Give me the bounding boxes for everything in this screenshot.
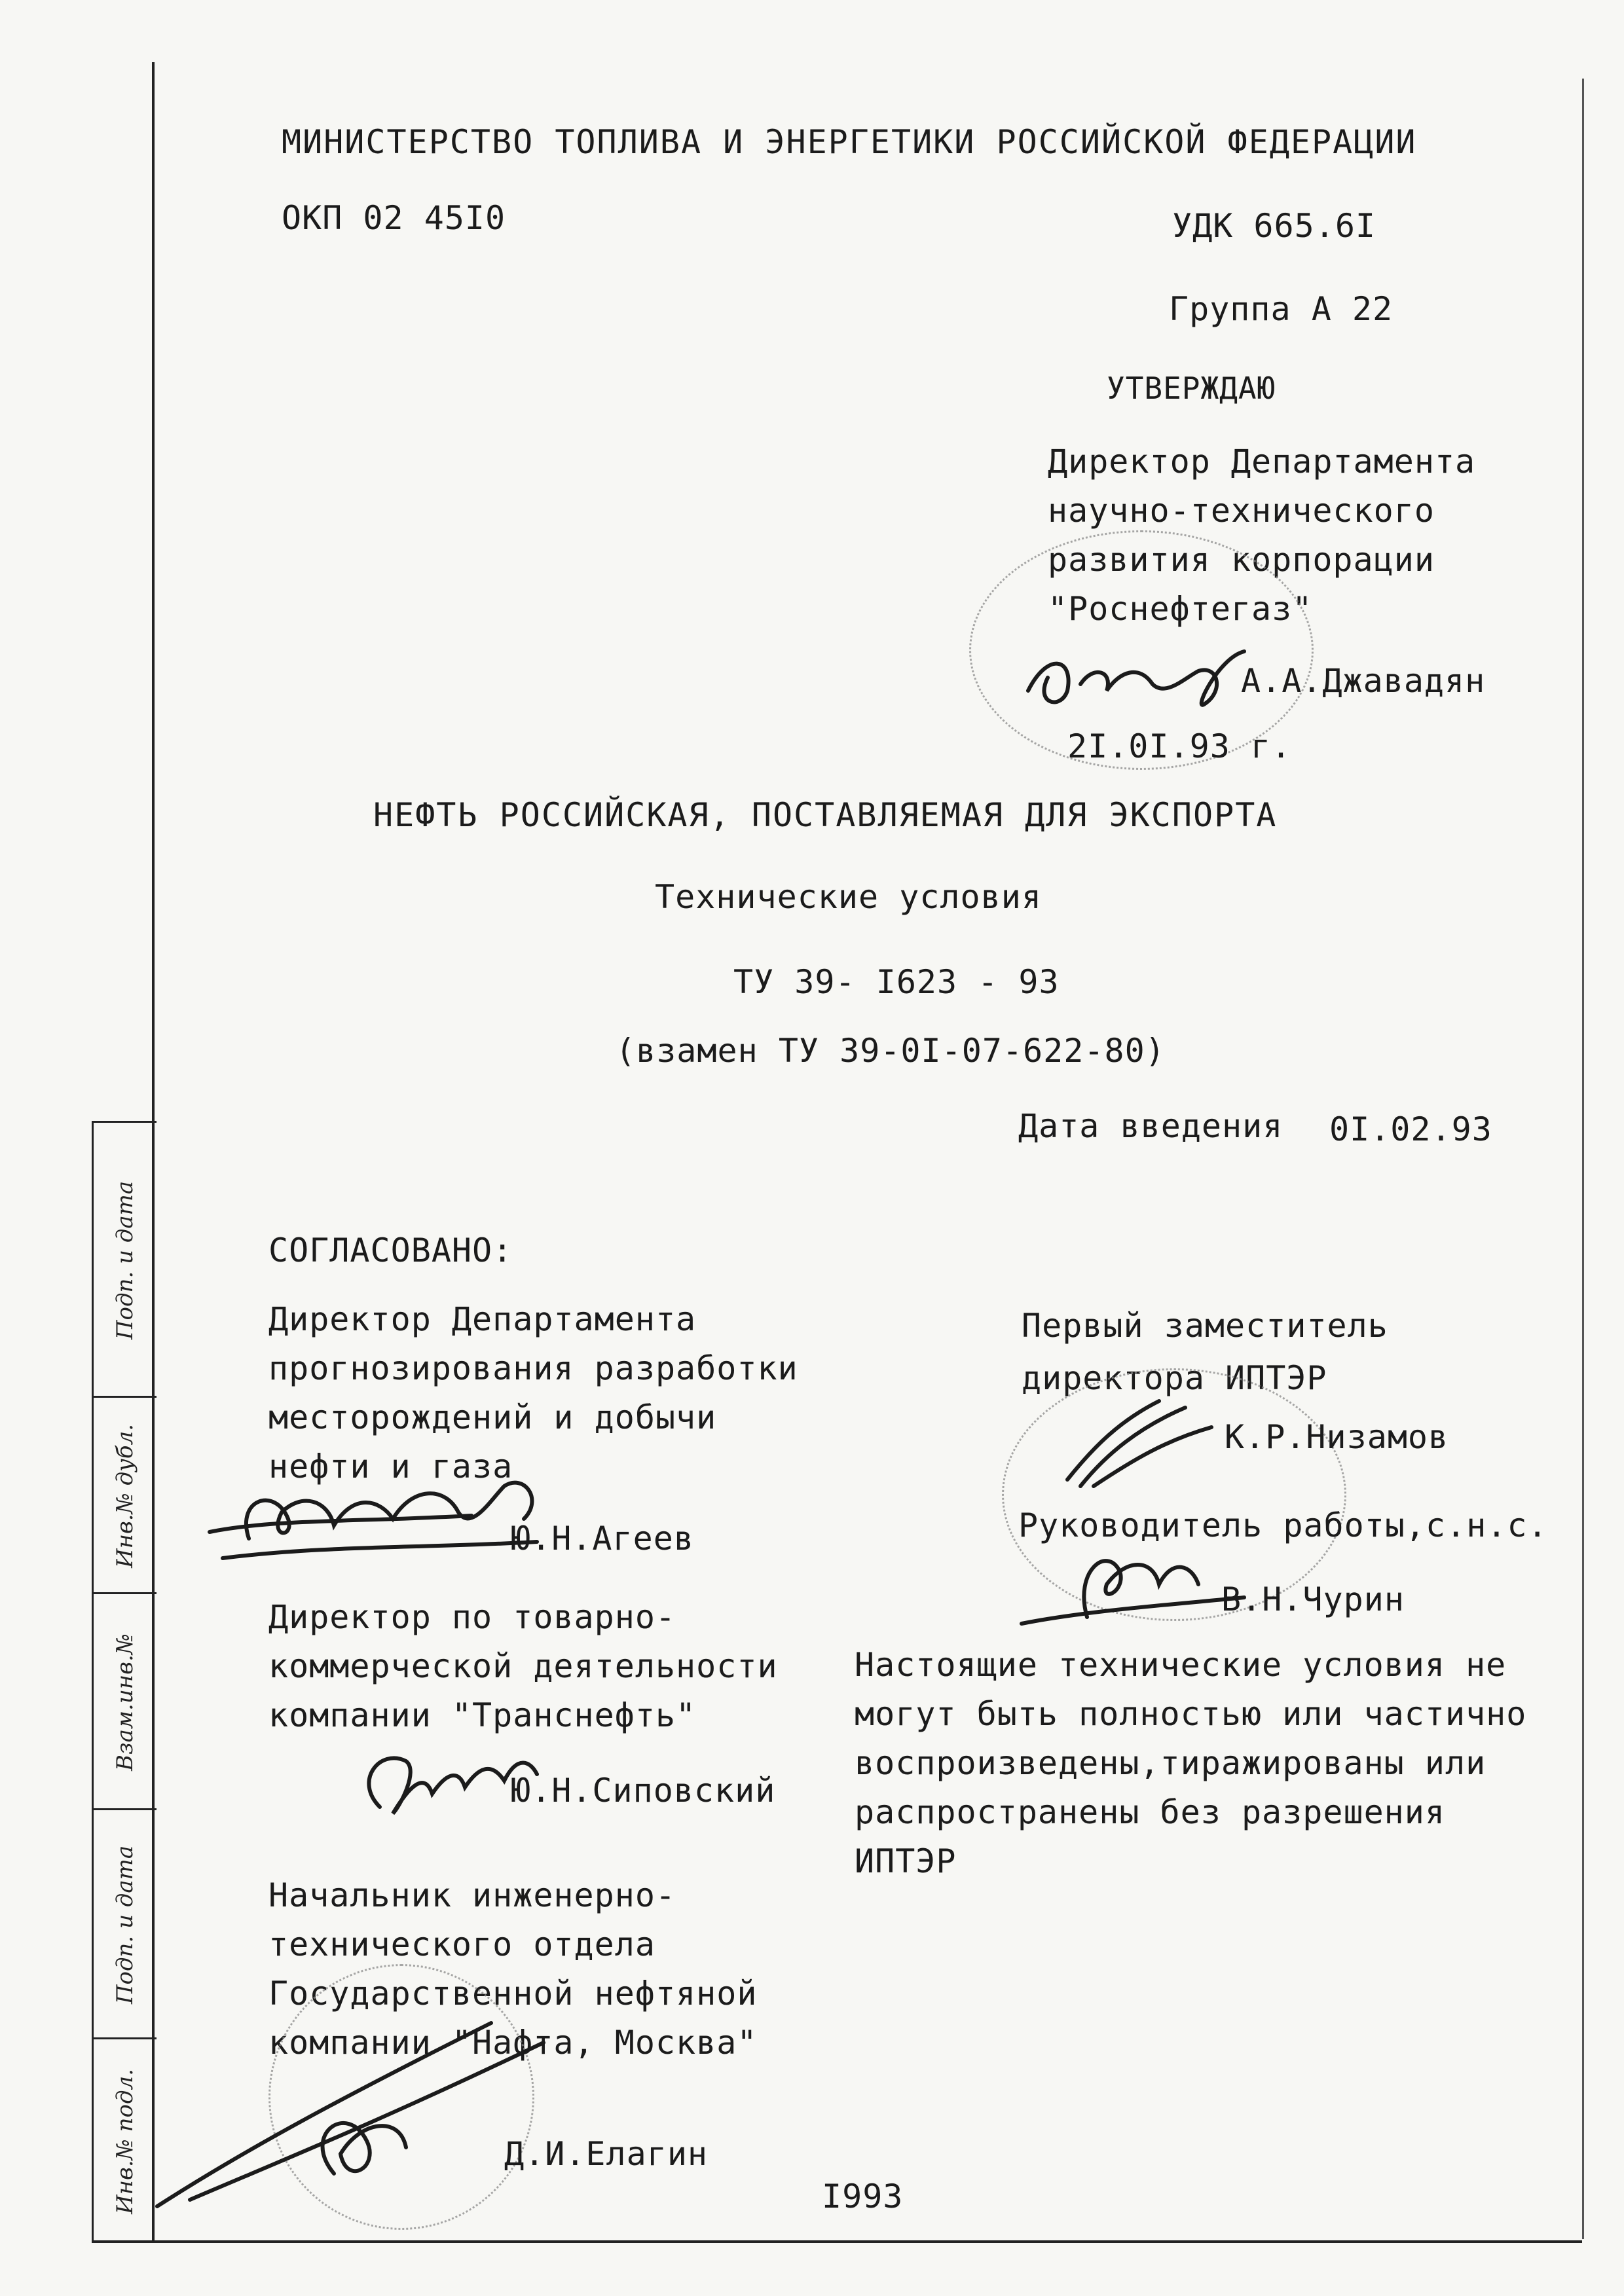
agreed-line: Директор по товарно- [268,1598,676,1636]
agreed-line: компании "Нафта, Москва" [268,2024,758,2062]
churin-signature [1008,1532,1257,1637]
document-subtitle: Технические условия [655,878,1042,916]
udk-code: УДК 665.6I [1172,207,1376,245]
agreed-line: Директор Департамента [268,1300,697,1338]
agreed-line: технического отдела [268,1925,655,1963]
agreed-line: коммерческой деятельности [268,1647,778,1685]
group-code: Группа А 22 [1169,290,1393,328]
ministry-heading: МИНИСТЕРСТВО ТОПЛИВА И ЭНЕРГЕТИКИ РОССИЙСКОЙ ФЕДЕРАЦИИ [282,123,1417,161]
elagin-signature [151,2003,583,2219]
approval-line: развития корпорации [1048,541,1435,579]
agreed-title: СОГЛАСОВАНО: [268,1231,513,1269]
margin-label: Подп. и дата [112,1180,138,1340]
ageev-signature [196,1460,563,1571]
notice-line: Настоящие технические условия не [855,1646,1507,1684]
margin-cell-replace-inv [94,1592,157,1810]
frame-bottom-line [92,2240,1582,2243]
agreed-line: Начальник инженерно- [268,1876,676,1914]
churin-name: В.Н.Чурин [1221,1580,1405,1618]
replaces-code: (взамен ТУ 39-0I-07-622-80) [616,1032,1166,1070]
nizamov-name: К.Р.Низамов [1225,1418,1449,1456]
right-line: Первый заместитель [1022,1307,1388,1345]
margin-cell-orig-inv [94,2037,157,2244]
elagin-name: Д.И.Елагин [504,2135,709,2173]
okp-code: ОКП 02 45I0 [282,199,506,237]
margin-label: Подп. и дата [112,1845,138,2005]
right-line: Руководитель работы,с.н.с. [1018,1506,1548,1544]
document-code: ТУ 39- I623 - 93 [733,963,1060,1001]
notice-line: распространены без разрешения [855,1793,1445,1831]
agreed-line: компании "Транснефть" [268,1696,697,1734]
margin-label: Инв.№ дубл. [112,1423,138,1569]
approval-line: Директор Департамента [1048,443,1476,481]
sipovsky-name: Ю.Н.Сиповский [511,1772,776,1810]
ageev-name: Ю.Н.Агеев [511,1520,694,1558]
margin-label: Инв.№ подл. [112,2069,138,2214]
margin-label: Взам.инв.№ [112,1633,138,1771]
document-title: НЕФТЬ РОССИЙСКАЯ, ПОСТАВЛЯЕМАЯ ДЛЯ ЭКСПОРТА [373,796,1278,834]
approval-title: УТВЕРЖДАЮ [1107,371,1276,406]
document-year: I993 [822,2178,904,2215]
nizamov-signature [1054,1394,1225,1493]
approval-name: А.А.Джавадян [1241,662,1486,700]
agreed-line: Государственной нефтяной [268,1975,758,2013]
margin-stamp-table [92,1121,157,2242]
agreed-line: месторождений и добычи [268,1398,717,1436]
approval-line: научно-технического [1048,492,1435,530]
notice-line: могут быть полностью или частично [855,1695,1527,1733]
agreed-line: прогнозирования разработки [268,1349,798,1387]
margin-cell-sign-date-1 [94,1121,157,1398]
notice-line: ИПТЭР [855,1842,957,1880]
intro-date-label: Дата введения [1018,1107,1283,1145]
notice-line: воспроизведены,тиражированы или [855,1744,1486,1782]
right-line: директора ИПТЭР [1022,1359,1327,1397]
agreed-line: нефти и газа [268,1448,513,1485]
approval-date: 2I.0I.93 г. [1067,727,1292,765]
margin-cell-dup-inv [94,1396,157,1594]
margin-cell-sign-date-2 [94,1808,157,2039]
approval-line: "Роснефтегаз" [1048,590,1313,628]
frame-right-line [1582,79,1584,2239]
intro-date: 0I.02.93 [1329,1110,1492,1148]
